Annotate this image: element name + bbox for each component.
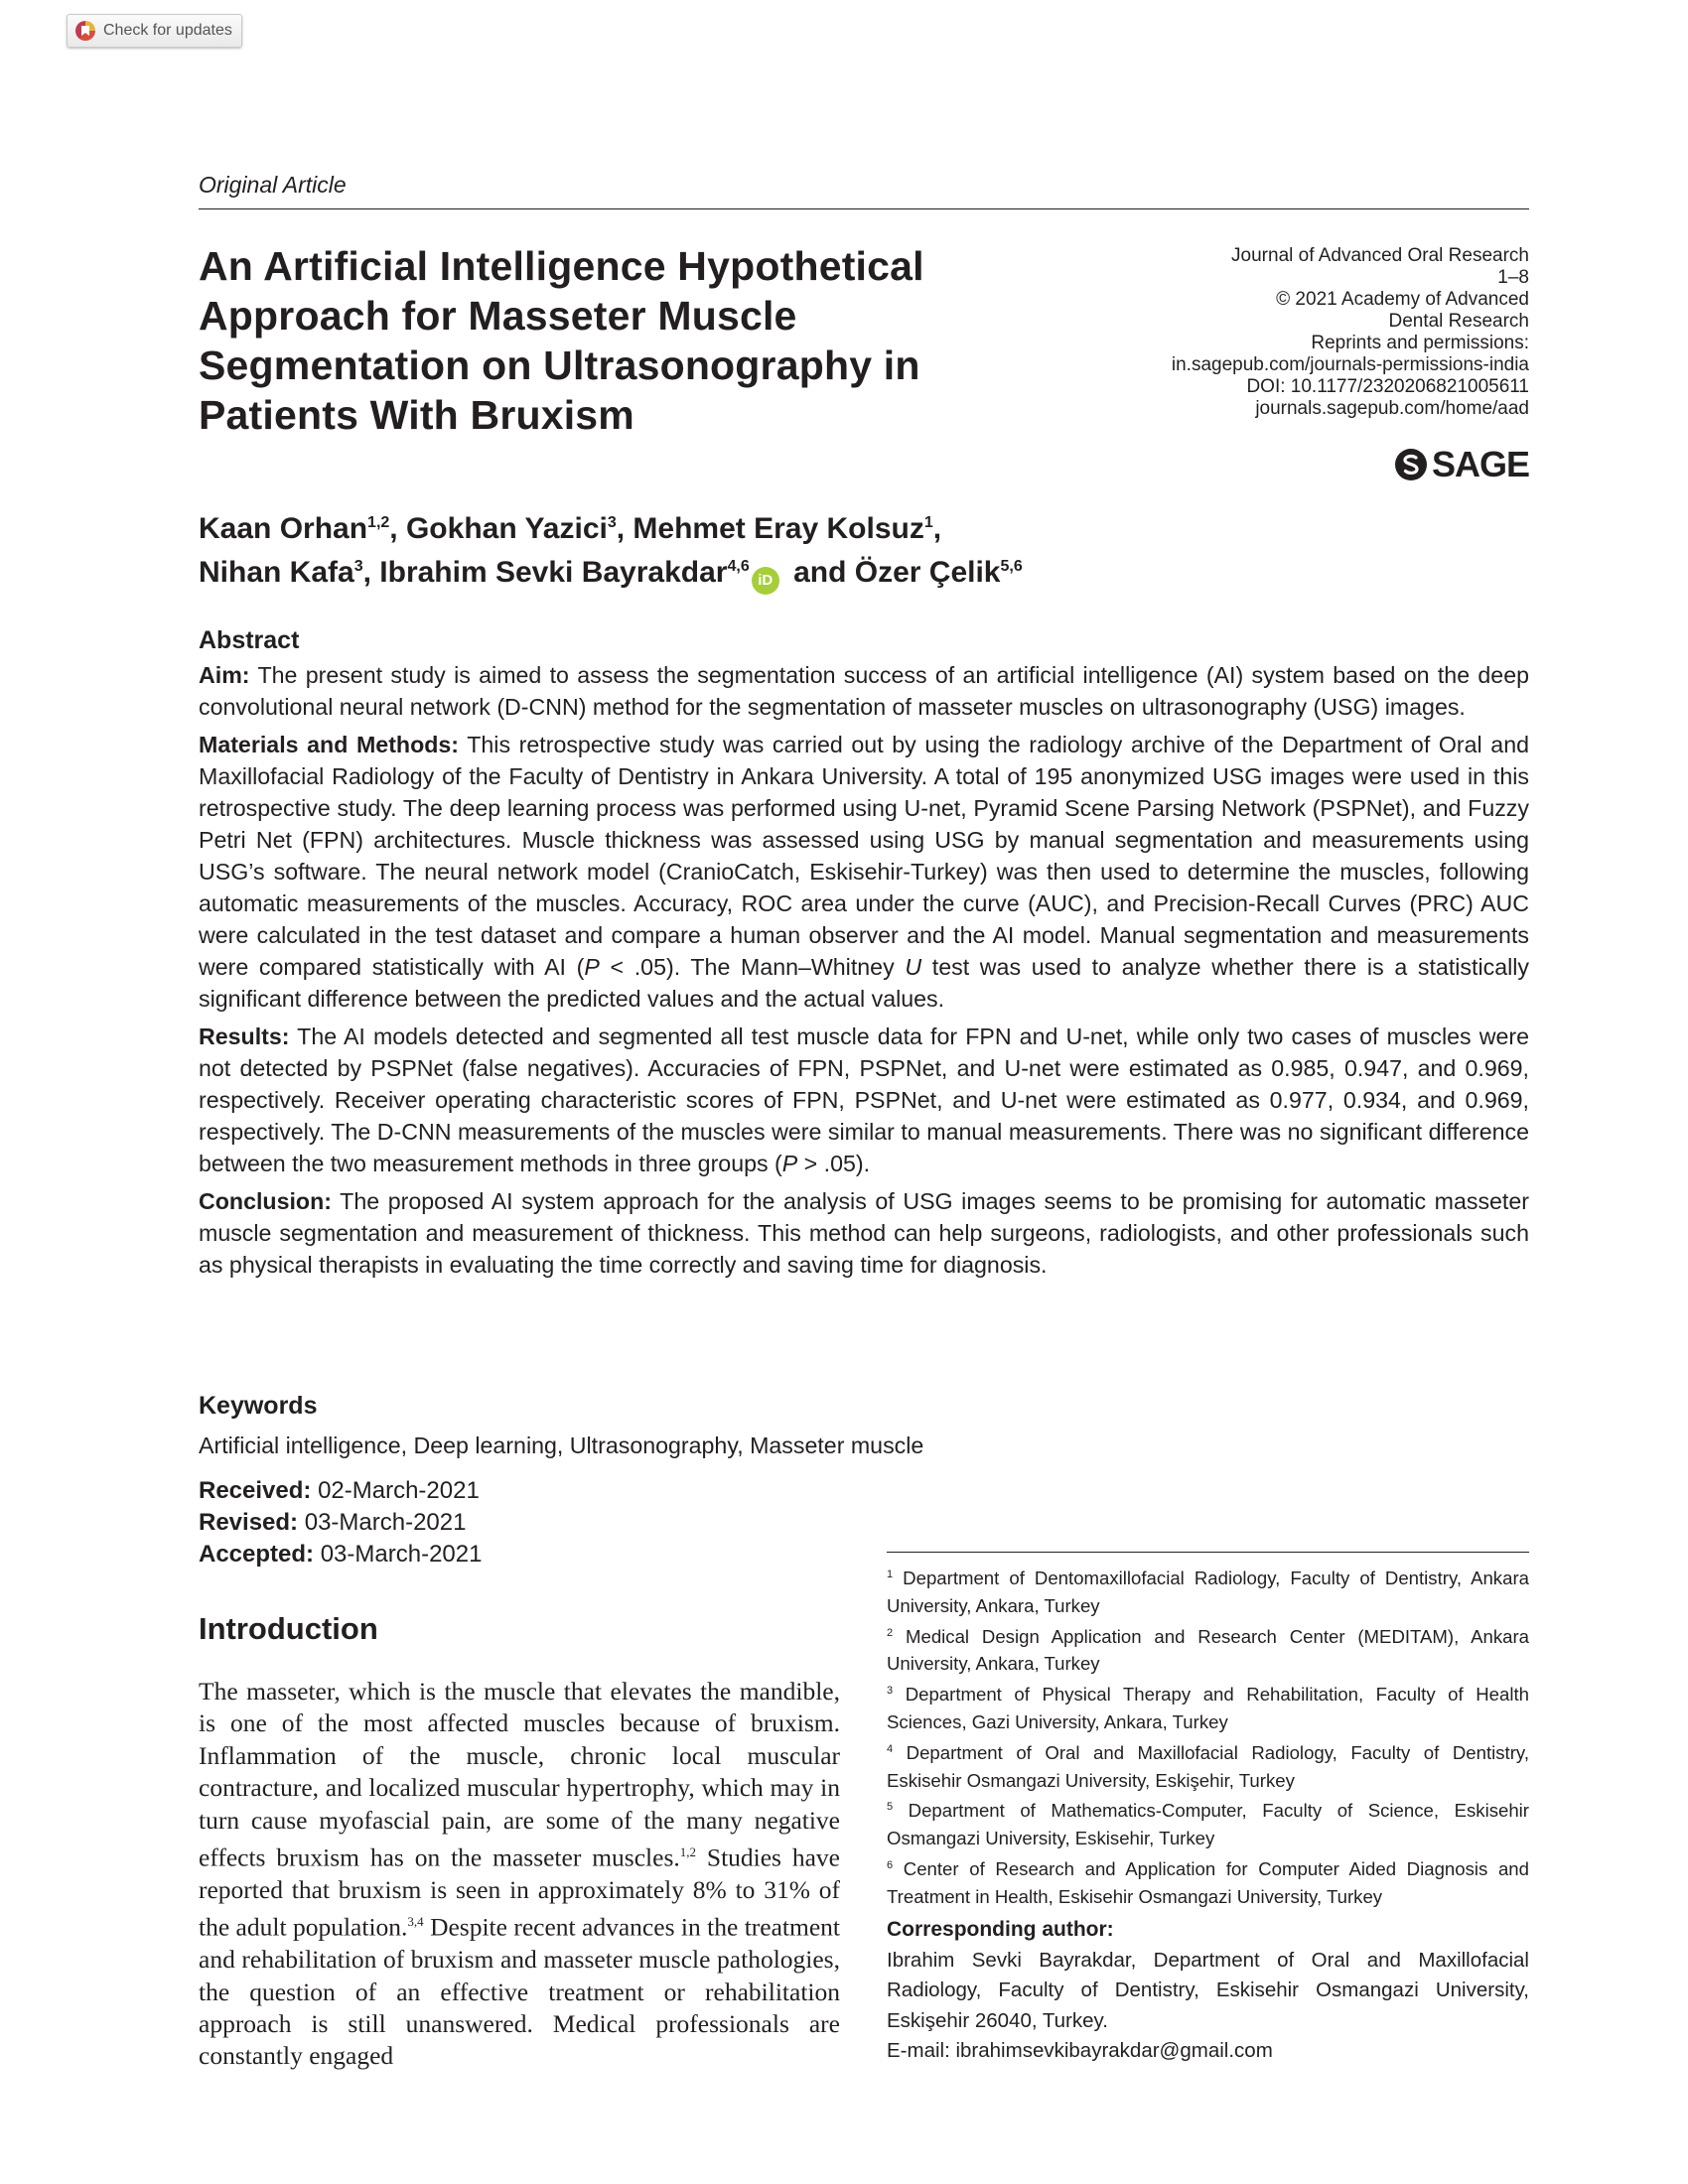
author-list: Kaan Orhan$^{1,2}$, Gokhan Yazici$^3$, Mehmet Eray Kolsuz$^1$, Nihan Kafa$^3$, Ibrahim Sevki Bayrakdar$^{4,6}$iD and Özer Çelik$^{5,6}$ bbox=[199, 504, 1192, 595]
sage-logo bbox=[1394, 445, 1529, 484]
aim-text: The present study is aimed to assess the segmentation success of an artificial intelligence (AI) system based on the deep convolutional neural network (D-CNN) method for the segmentation of masseter muscles on ultrasonography (USG) images. bbox=[199, 662, 1529, 720]
header-divider bbox=[199, 208, 1529, 209]
affiliation-text: Department of Oral and Maxillofacial Radiology, Faculty of Dentistry, Eskisehir Osmangazi University, Eskişehir, Turkey bbox=[887, 1741, 1529, 1791]
journal-info-line: Journal of Advanced Oral Research bbox=[1231, 245, 1529, 266]
introduction-heading: Introduction bbox=[199, 1611, 378, 1646]
article-type: Original Article bbox=[199, 172, 347, 198]
journal-info-line: Dental Research bbox=[1388, 311, 1529, 332]
p-symbol: P bbox=[781, 1151, 798, 1176]
keywords-section bbox=[199, 1390, 1529, 1461]
author-affiliation-ref: 1,2 bbox=[367, 514, 390, 531]
affiliation-item bbox=[887, 1736, 1529, 1795]
accepted-value: 03-March-2021 bbox=[320, 1541, 483, 1568]
author-affiliation-ref: 1 bbox=[923, 514, 933, 531]
affiliation-item bbox=[887, 1620, 1529, 1679]
dates-section bbox=[199, 1475, 482, 1570]
doi-link[interactable]: DOI: 10.1177/2320206821005611 bbox=[1246, 376, 1529, 397]
affiliation-text: Center of Research and Application for Computer Aided Diagnosis and Treatment in Health, Eskisehir Osmangazi University, Turkey bbox=[887, 1858, 1529, 1907]
results-text: > .05). bbox=[797, 1151, 871, 1176]
journal-home-link[interactable]: journals.sagepub.com/home/aad bbox=[1255, 398, 1529, 419]
affiliation-number: 3 bbox=[887, 1685, 894, 1698]
affiliation-number: 2 bbox=[887, 1626, 894, 1639]
author-affiliation-ref: 5,6 bbox=[1000, 558, 1023, 575]
affiliation-number: 5 bbox=[887, 1801, 894, 1814]
revised-date bbox=[199, 1507, 482, 1539]
check-for-updates-label: Check for updates bbox=[103, 22, 232, 39]
affiliation-number: 6 bbox=[887, 1858, 894, 1871]
results-text: The AI models detected and segmented all test muscle data for FPN and U-net, while only two cases of muscles were not detected by PSPNet (false negatives). Accuracies of FPN, PSPNet, and U-net were estimated as 0.985, 0.947, and 0.969, respectively. Receiver operating characteristic scores of FPN, PSPNet, and U-net were estimated as 0.977, 0.934, and 0.969, respectively. The D-CNN measurements of the muscles were similar to manual measurements. There was no significant difference between the two measurement methods in three groups ( bbox=[199, 1024, 1529, 1176]
affiliation-number: 4 bbox=[887, 1742, 894, 1755]
author-name[interactable]: Kaan Orhan bbox=[199, 512, 368, 545]
article-title: An Artificial Intelligence Hypothetical Approach for Masseter Muscle Segmentation on Ultrasonography in Patients With Bruxism bbox=[199, 243, 924, 438]
methods-text: test was used to analyze whether there is a statistically significant difference between the predicted values and the actual values. bbox=[199, 954, 1529, 1012]
author-name[interactable]: Ibrahim Sevki Bayrakdar bbox=[379, 556, 728, 589]
abstract-results bbox=[199, 1021, 1529, 1179]
permissions-link[interactable]: in.sagepub.com/journals-permissions-india bbox=[1171, 354, 1529, 375]
keywords-list: Artificial intelligence, Deep learning, Ultrasonography, Masseter muscle bbox=[199, 1433, 924, 1458]
crossmark-icon bbox=[75, 21, 95, 41]
corresponding-author-address: Ibrahim Sevki Bayrakdar, Department of Oral and Maxillofacial Radiology, Faculty of Dentistry, Eskisehir Osmangazi University, Eskişehir 26040, Turkey. bbox=[887, 1948, 1529, 2032]
corresponding-author-section bbox=[887, 1915, 1529, 2067]
citation-ref[interactable]: 3,4 bbox=[407, 1914, 424, 1930]
corresponding-author-email[interactable]: E-mail: ibrahimsevkibayrakdar@gmail.com bbox=[887, 2039, 1273, 2062]
keywords-heading: Keywords bbox=[199, 1392, 318, 1420]
affiliation-text: Medical Design Application and Research Center (MEDITAM), Ankara University, Ankara, Turkey bbox=[887, 1625, 1530, 1675]
journal-info-line: 1–8 bbox=[1497, 267, 1529, 288]
author-affiliation-ref: 4,6 bbox=[727, 558, 750, 575]
results-label: Results: bbox=[199, 1024, 290, 1049]
sage-s-icon bbox=[1394, 448, 1428, 481]
accepted-date bbox=[199, 1539, 482, 1570]
affiliation-item bbox=[887, 1794, 1529, 1852]
check-for-updates-button[interactable] bbox=[67, 14, 242, 48]
affiliation-item bbox=[887, 1852, 1529, 1911]
affiliation-text: Department of Physical Therapy and Rehabilitation, Faculty of Health Sciences, Gazi University, Ankara, Turkey bbox=[887, 1684, 1529, 1733]
revised-label: Revised: bbox=[199, 1509, 299, 1536]
affiliation-number: 1 bbox=[887, 1569, 894, 1580]
aim-label: Aim: bbox=[199, 662, 250, 688]
citation-ref[interactable]: 1,2 bbox=[679, 1844, 696, 1860]
author-name[interactable]: Gokhan Yazici bbox=[405, 512, 608, 545]
revised-value: 03-March-2021 bbox=[304, 1509, 467, 1536]
affiliation-item bbox=[887, 1562, 1529, 1620]
methods-text: < .05). The Mann–Whitney bbox=[599, 954, 906, 980]
orcid-icon[interactable]: iD bbox=[752, 567, 779, 595]
received-value: 02-March-2021 bbox=[318, 1477, 480, 1504]
author-affiliation-ref: 3 bbox=[607, 514, 617, 531]
corresponding-author-heading: Corresponding author: bbox=[887, 1918, 1114, 1941]
journal-info bbox=[1053, 245, 1529, 420]
conclusion-text: The proposed AI system approach for the analysis of USG images seems to be promising for automatic masseter muscle segmentation and measurement of thickness. This method can help surgeons, radiologists, and other professionals such as physical therapists in evaluating the time correctly and saving time for diagnosis. bbox=[199, 1188, 1529, 1278]
journal-info-line: Reprints and permissions: bbox=[1311, 333, 1529, 353]
abstract-conclusion bbox=[199, 1185, 1529, 1281]
abstract-section bbox=[199, 623, 1529, 1287]
intro-paragraph-text: The masseter, which is the muscle that elevates the mandible, is one of the most affected muscles because of bruxism. Inflammation of the muscle, chronic local muscular contracture, and localized muscular hypertrophy, which may in turn cause myofascial pain, are some of the many negative effects bruxism has on the masseter muscles. bbox=[199, 1677, 840, 1872]
p-symbol: P bbox=[584, 954, 600, 980]
author-affiliation-ref: 3 bbox=[353, 558, 363, 575]
intro-paragraph-text: Studies have reported that bruxism is seen in approximately 8% to 31% of the adult population. bbox=[199, 1843, 840, 1942]
u-symbol: U bbox=[905, 954, 922, 980]
intro-paragraph-text: Despite recent advances in the treatment and rehabilitation of bruxism and masseter muscle pathologies, the question of an effective treatment or rehabilitation approach is still unanswered. Medical professionals are constantly engaged bbox=[199, 1912, 840, 2071]
abstract-aim bbox=[199, 659, 1529, 723]
received-date bbox=[199, 1475, 482, 1507]
author-name[interactable]: Nihan Kafa bbox=[199, 556, 354, 589]
conclusion-label: Conclusion: bbox=[199, 1188, 332, 1214]
sage-logo-text: SAGE bbox=[1431, 444, 1529, 484]
methods-text: This retrospective study was carried out by using the radiology archive of the Department of Oral and Maxillofacial Radiology of the Faculty of Dentistry in Ankara University. A total of 195 anonymized USG images were used in this retrospective study. The deep learning process was performed using U-net, Pyramid Scene Parsing Network (PSPNet), and Fuzzy Petri Net (FPN) architectures. Muscle thickness was assessed using USG by manual segmentation and measurements using USG’s software. The neural network model (CranioCatch, Eskisehir-Turkey) was then used to determine the muscles, following automatic measurements of the muscles. Accuracy, ROC area under the curve (AUC), and Precision-Recall Curves (PRC) AUC were calculated in the test dataset and compare a human observer and the AI model. Manual segmentation and measurements were compared statistically with AI ( bbox=[199, 732, 1529, 980]
affiliation-text: Department of Dentomaxillofacial Radiology, Faculty of Dentistry, Ankara University, Ankara, Turkey bbox=[887, 1568, 1529, 1616]
journal-info-line: © 2021 Academy of Advanced bbox=[1276, 289, 1529, 310]
author-conjunction: and bbox=[793, 556, 847, 589]
author-name[interactable]: Özer Çelik bbox=[854, 556, 1001, 589]
methods-label: Materials and Methods: bbox=[199, 732, 460, 757]
author-name[interactable]: Mehmet Eray Kolsuz bbox=[633, 512, 924, 545]
affiliations-divider bbox=[887, 1552, 1529, 1553]
affiliations-list bbox=[887, 1562, 1529, 1911]
accepted-label: Accepted: bbox=[199, 1541, 315, 1568]
abstract-heading: Abstract bbox=[199, 626, 300, 654]
abstract-methods bbox=[199, 729, 1529, 1015]
affiliation-text: Department of Mathematics-Computer, Faculty of Science, Eskisehir Osmangazi University, Eskisehir, Turkey bbox=[887, 1800, 1529, 1849]
introduction-text bbox=[199, 1676, 840, 2073]
affiliation-item bbox=[887, 1678, 1529, 1736]
received-label: Received: bbox=[199, 1477, 312, 1504]
